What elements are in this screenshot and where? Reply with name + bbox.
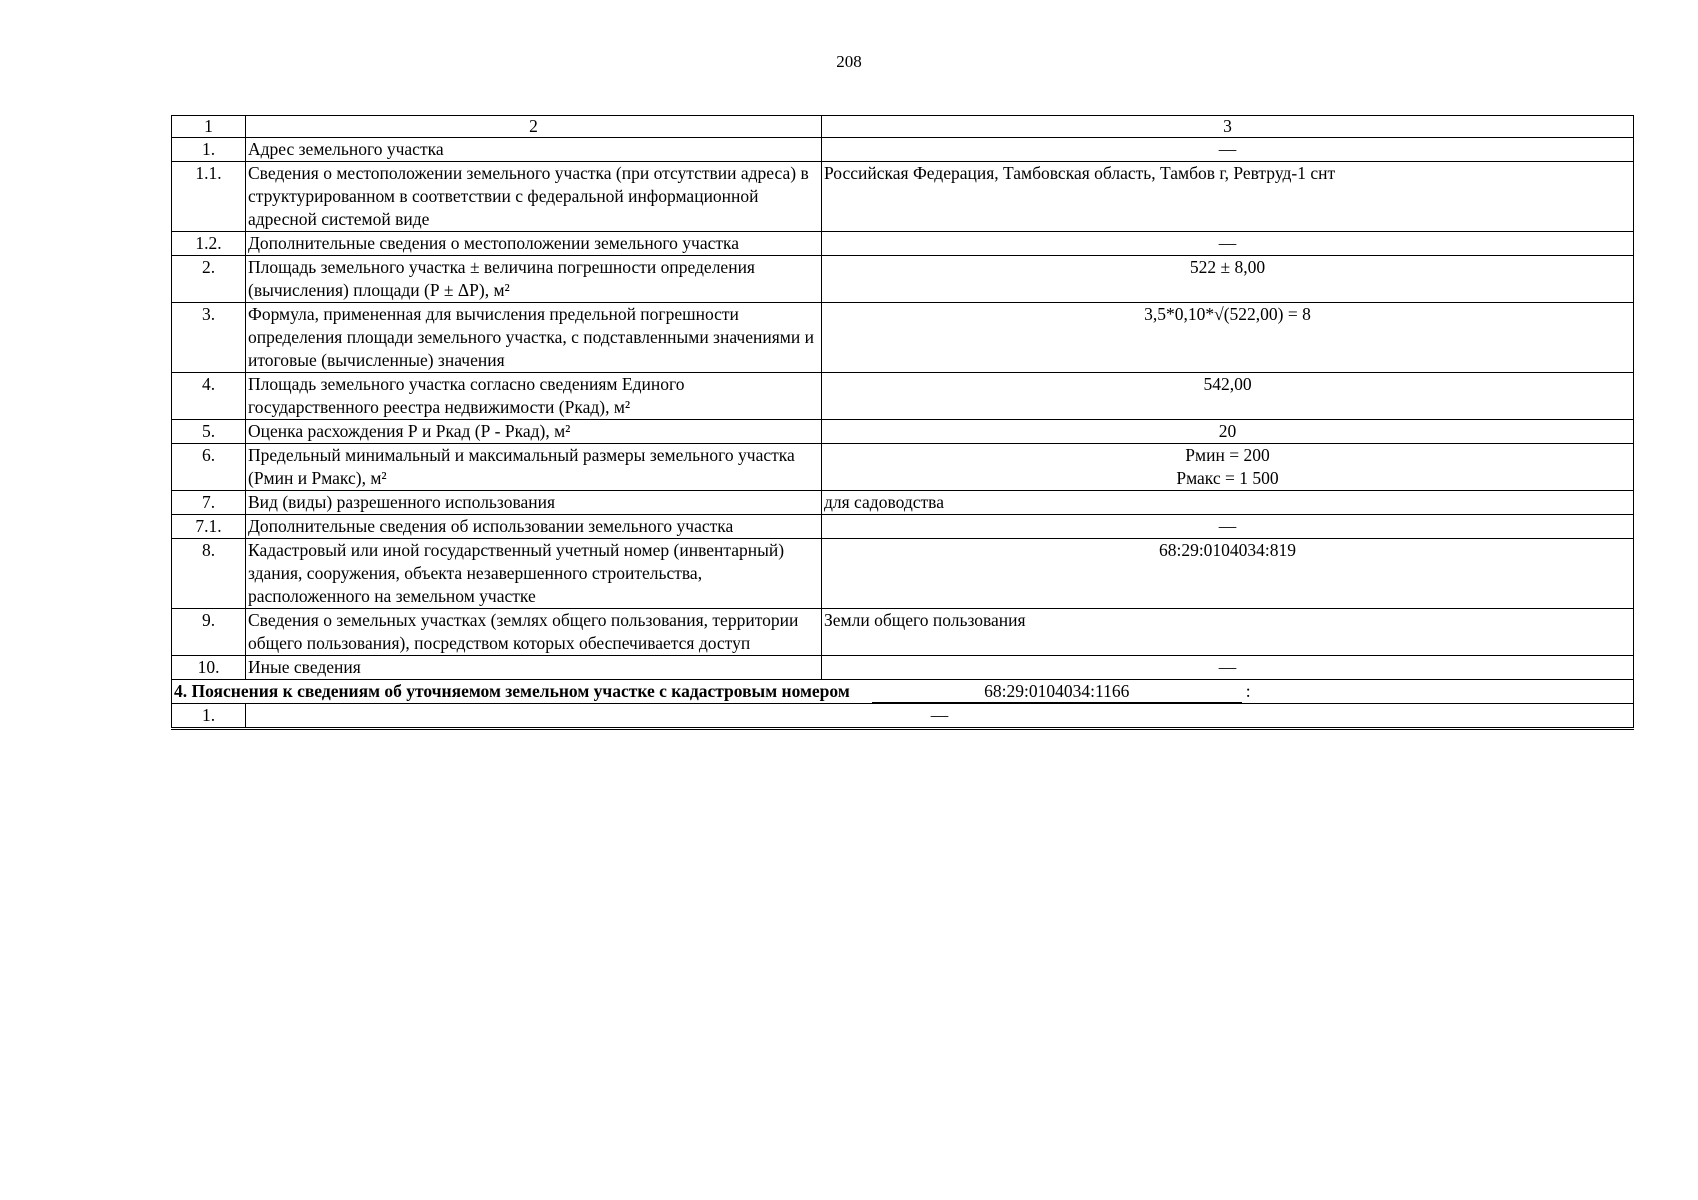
row-number: 6. bbox=[172, 444, 246, 491]
row-number: 8. bbox=[172, 539, 246, 609]
table-row bbox=[172, 444, 1634, 491]
row-label: Предельный минимальный и максимальный размеры земельного участка (Рмин и Рмакс), м² bbox=[246, 444, 822, 491]
row-label: Дополнительные сведения о местоположении земельного участка bbox=[246, 232, 822, 256]
row-value: Земли общего пользования bbox=[822, 609, 1634, 656]
row-label: Кадастровый или иной государственный учетный номер (инвентарный) здания, сооружения, объекта незавершенного строительства, расположенного на земельном участке bbox=[246, 539, 822, 609]
row-label: Площадь земельного участка ± величина погрешности определения (вычисления) площади (Р ± ΔР), м² bbox=[246, 256, 822, 303]
section-4-colon: : bbox=[1245, 681, 1251, 701]
section-4-header bbox=[172, 680, 1634, 704]
row-label: Сведения о земельных участках (землях общего пользования, территории общего пользования), посредством которых обеспечивается доступ bbox=[246, 609, 822, 656]
row-number: 1.2. bbox=[172, 232, 246, 256]
table-row bbox=[172, 539, 1634, 609]
header-col-1: 1 bbox=[172, 116, 246, 138]
row-label: Формула, примененная для вычисления предельной погрешности определения площади земельного участка, с подставленными значениями и итоговые (вычисленные) значения bbox=[246, 303, 822, 373]
table-row bbox=[172, 491, 1634, 515]
header-col-3: 3 bbox=[822, 116, 1634, 138]
section-header-row bbox=[172, 680, 1634, 704]
row-value: — bbox=[246, 704, 1634, 729]
row-value: 542,00 bbox=[822, 373, 1634, 420]
row-value-max: Рмакс = 1 500 bbox=[1176, 468, 1279, 488]
header-col-2: 2 bbox=[246, 116, 822, 138]
row-value: 20 bbox=[822, 420, 1634, 444]
table-row bbox=[172, 373, 1634, 420]
table-row bbox=[172, 138, 1634, 162]
table-row bbox=[172, 256, 1634, 303]
row-value: для садоводства bbox=[822, 491, 1634, 515]
row-label: Дополнительные сведения об использовании земельного участка bbox=[246, 515, 822, 539]
section-4-title: 4. Пояснения к сведениям об уточняемом земельном участке с кадастровым номером bbox=[174, 681, 850, 701]
row-value bbox=[822, 444, 1634, 491]
section-4-cadastral-number: 68:29:0104034:1166 bbox=[872, 681, 1242, 703]
table-row bbox=[172, 303, 1634, 373]
row-label: Вид (виды) разрешенного использования bbox=[246, 491, 822, 515]
row-value: — bbox=[822, 138, 1634, 162]
row-value: Российская Федерация, Тамбовская область, Тамбов г, Ревтруд-1 снт bbox=[822, 162, 1634, 232]
row-number: 1.1. bbox=[172, 162, 246, 232]
table-row bbox=[172, 656, 1634, 680]
row-number: 10. bbox=[172, 656, 246, 680]
row-number: 5. bbox=[172, 420, 246, 444]
row-value: — bbox=[822, 232, 1634, 256]
row-number: 1. bbox=[172, 138, 246, 162]
table-row bbox=[172, 420, 1634, 444]
row-value-min: Рмин = 200 bbox=[1185, 445, 1270, 465]
row-number: 7. bbox=[172, 491, 246, 515]
row-value: — bbox=[822, 515, 1634, 539]
row-value: 68:29:0104034:819 bbox=[822, 539, 1634, 609]
row-value: — bbox=[822, 656, 1634, 680]
row-number: 7.1. bbox=[172, 515, 246, 539]
row-label: Площадь земельного участка согласно сведениям Единого государственного реестра недвижимости (Ркад), м² bbox=[246, 373, 822, 420]
row-label: Иные сведения bbox=[246, 656, 822, 680]
table-row bbox=[172, 232, 1634, 256]
page-number: 208 bbox=[836, 52, 862, 71]
row-number: 3. bbox=[172, 303, 246, 373]
row-label: Сведения о местоположении земельного участка (при отсутствии адреса) в структурированном в соответствии с федеральной информационной адресной системой виде bbox=[246, 162, 822, 232]
row-number: 9. bbox=[172, 609, 246, 656]
table-row bbox=[172, 162, 1634, 232]
row-value: 522 ± 8,00 bbox=[822, 256, 1634, 303]
row-label: Адрес земельного участка bbox=[246, 138, 822, 162]
row-number: 1. bbox=[172, 704, 246, 729]
land-plot-table bbox=[171, 115, 1634, 730]
row-number: 4. bbox=[172, 373, 246, 420]
table-header-row bbox=[172, 116, 1634, 138]
table-row bbox=[172, 704, 1634, 729]
table-row bbox=[172, 515, 1634, 539]
row-label: Оценка расхождения Р и Ркад (Р - Ркад), м² bbox=[246, 420, 822, 444]
row-number: 2. bbox=[172, 256, 246, 303]
table-row bbox=[172, 609, 1634, 656]
row-value: 3,5*0,10*√(522,00) = 8 bbox=[822, 303, 1634, 373]
